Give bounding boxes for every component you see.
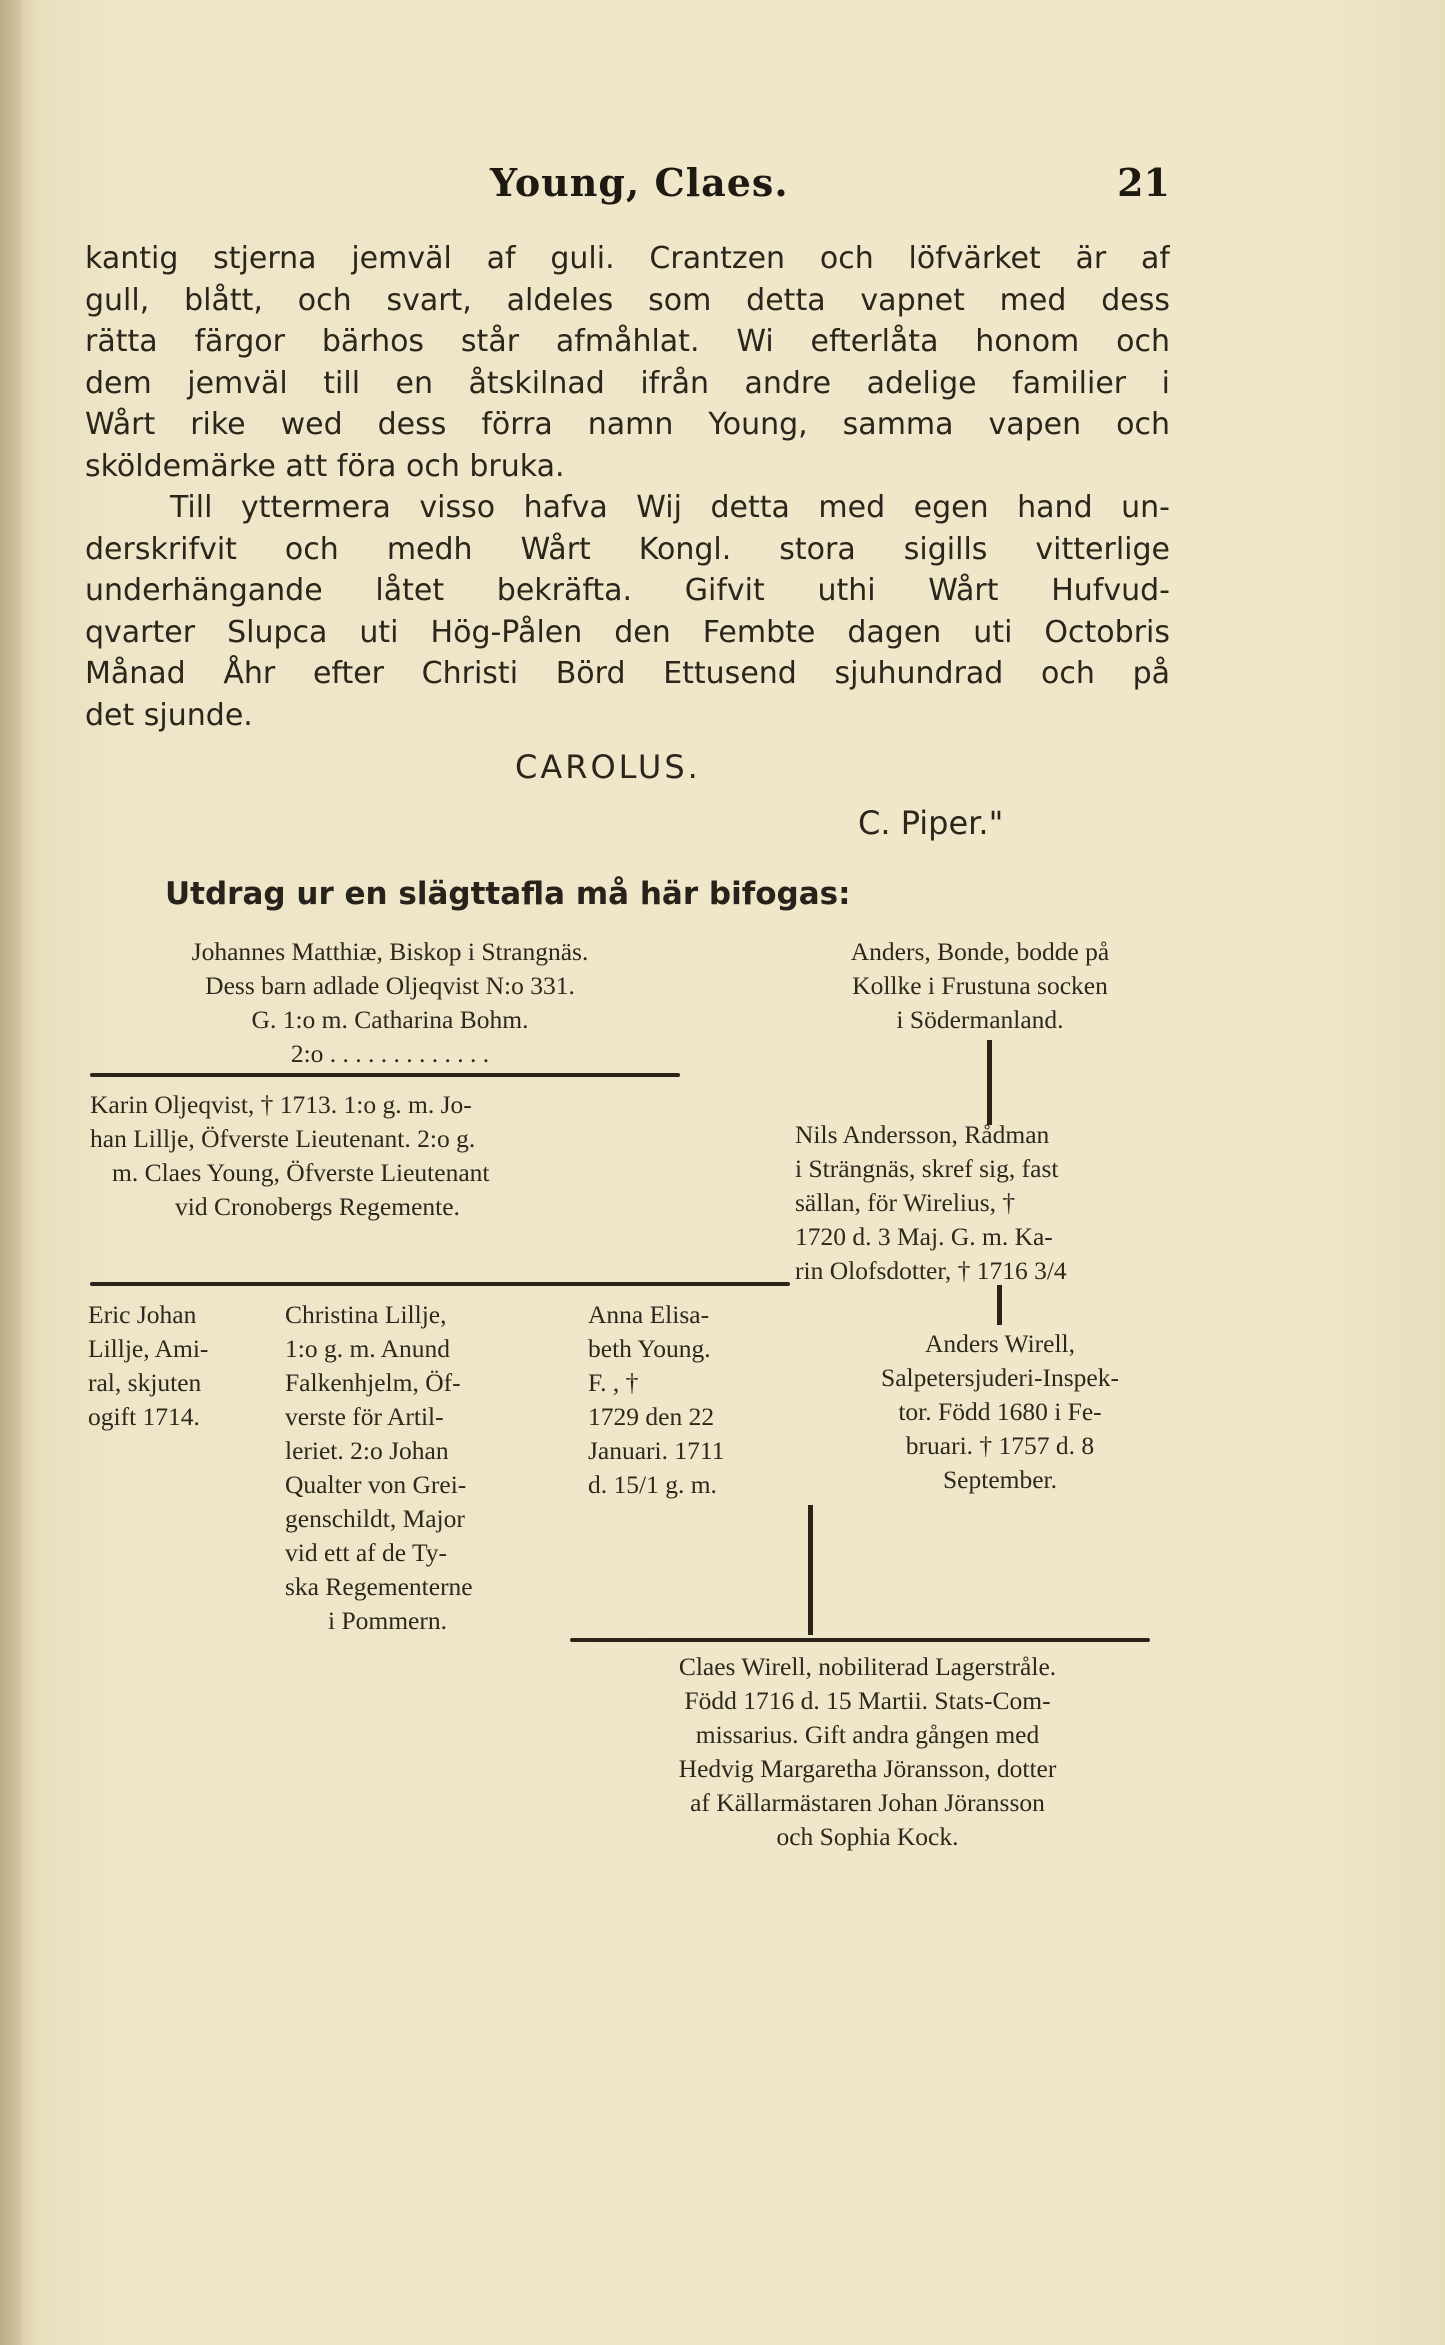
tree-connector-line: [997, 1285, 1002, 1325]
tree-node-line: bruari. † 1757 d. 8: [905, 1431, 1095, 1460]
tree-connector-line: [90, 1282, 790, 1286]
tree-node-line: beth Young.: [588, 1334, 711, 1363]
tree-node-line: Anders, Bonde, bodde på: [850, 937, 1110, 966]
tree-node-line: sällan, för Wirelius, †: [795, 1188, 1016, 1217]
page-header: [90, 160, 1170, 210]
tree-node-claes-wirell: [570, 1650, 1165, 1854]
body-line: derskrifvit och medh Wårt Kongl. stora sigills vitterlige: [85, 531, 1170, 567]
tree-node-christina: [285, 1298, 545, 1638]
signature-piper: C. Piper.": [858, 804, 1004, 842]
tree-node-line: G. 1:o m. Catharina Bohm.: [251, 1005, 529, 1034]
tree-connector-line: [808, 1505, 813, 1635]
tree-node-line: Johannes Matthiæ, Biskop i Strangnäs.: [191, 937, 589, 966]
body-line: Månad Åhr efter Christi Börd Ettusend sjuhundrad och på: [85, 656, 1170, 691]
tree-node-line: F. , †: [588, 1368, 639, 1397]
tree-node-line: 2:o . . . . . . . . . . . . .: [290, 1039, 490, 1068]
page-number: 21: [1117, 160, 1170, 205]
tree-node-line: Eric Johan: [88, 1300, 197, 1329]
tree-node-line: Anna Elisa-: [588, 1300, 710, 1329]
tree-node-line: vid ett af de Ty-: [285, 1538, 448, 1567]
tree-node-line: ogift 1714.: [88, 1402, 200, 1431]
tree-node-eric: [88, 1298, 258, 1434]
tree-node-anna: [588, 1298, 798, 1502]
tree-node-line: Dess barn adlade Oljeqvist N:o 331.: [205, 971, 575, 1000]
tree-node-line: och Sophia Kock.: [776, 1822, 959, 1851]
tree-node-line: Karin Oljeqvist, † 1713. 1:o g. m. Jo-: [90, 1090, 472, 1119]
body-line: kantig stjerna jemväl af guli. Crantzen och löfvärket är af: [85, 241, 1170, 276]
tree-node-line: Falkenhjelm, Öf-: [285, 1368, 461, 1397]
tree-node-line: i Strängnäs, skref sig, fast: [795, 1154, 1059, 1183]
tree-node-line: ral, skjuten: [88, 1368, 202, 1397]
tree-node-line: han Lillje, Öfverste Lieutenant. 2:o g.: [90, 1124, 476, 1153]
body-line: gull, blått, och svart, aldeles som detta vapnet med dess: [85, 282, 1170, 318]
body-line: sköldemärke att föra och bruka.: [85, 448, 565, 484]
tree-node-line: Salpetersjuderi-Inspek-: [881, 1363, 1119, 1392]
body-line: Wårt rike wed dess förra namn Young, samma vapen och: [85, 407, 1170, 442]
tree-node-line: missarius. Gift andra gången med: [695, 1720, 1040, 1749]
tree-node-line: Nils Andersson, Rådman: [795, 1120, 1050, 1149]
page-binding-edge: [0, 0, 22, 2345]
tree-node-line: Januari. 1711: [588, 1436, 725, 1465]
tree-node-line: af Källarmästaren Johan Jöransson: [690, 1788, 1045, 1817]
tree-node-line: Anders Wirell,: [924, 1329, 1076, 1358]
tree-node-line: Lillje, Ami-: [88, 1334, 209, 1363]
tree-connector-line: [570, 1638, 1150, 1642]
signature-carolus: CAROLUS.: [515, 748, 701, 786]
tree-node-line: genschildt, Major: [285, 1504, 465, 1533]
body-line: Till yttermera visso hafva Wij detta med egen hand un-: [170, 490, 1170, 525]
tree-node-line: September.: [942, 1465, 1057, 1494]
tree-node-line: m. Claes Young, Öfverste Lieutenant: [112, 1158, 490, 1187]
tree-connector-line: [987, 1040, 992, 1125]
tree-node-line: Qualter von Grei-: [285, 1470, 467, 1499]
tree-node-line: 1:o g. m. Anund: [285, 1334, 451, 1363]
tree-node-line: Claes Wirell, nobiliterad Lagerstråle.: [678, 1652, 1057, 1681]
tree-node-line: rin Olofsdotter, † 1716 3/4: [795, 1256, 1067, 1285]
tree-node-line: ska Regementerne: [285, 1572, 473, 1601]
tree-node-anders-bonde: [780, 935, 1180, 1037]
body-text: [85, 238, 1170, 736]
body-line: underhängande låtet bekräfta. Gifvit uthi Wårt Hufvud-: [85, 573, 1170, 608]
body-line: dem jemväl till en åtskilnad ifrån andre adelige familier i: [85, 365, 1170, 401]
tree-node-line: Hedvig Margaretha Jöransson, dotter: [678, 1754, 1057, 1783]
tree-node-line: tor. Född 1680 i Fe-: [898, 1397, 1102, 1426]
running-title: Young, Claes.: [490, 160, 789, 205]
body-line: rätta färgor bärhos står afmåhlat. Wi efterlåta honom och: [85, 324, 1170, 359]
tree-node-line: verste för Artil-: [285, 1402, 444, 1431]
tree-node-nils: [795, 1118, 1175, 1288]
tree-node-line: vid Cronobergs Regemente.: [175, 1192, 460, 1221]
tree-node-line: i Södermanland.: [896, 1005, 1064, 1034]
tree-node-line: i Pommern.: [328, 1606, 447, 1635]
tree-node-line: Christina Lillje,: [285, 1300, 447, 1329]
tree-node-johannes: [90, 935, 690, 1071]
tree-node-line: leriet. 2:o Johan: [285, 1436, 449, 1465]
tree-connector-line: [90, 1073, 680, 1077]
tree-node-karin: [90, 1088, 690, 1224]
extract-heading: Utdrag ur en slägttafla må här bifogas:: [165, 876, 851, 912]
tree-node-line: Född 1716 d. 15 Martii. Stats-Com-: [684, 1686, 1051, 1715]
tree-node-line: 1720 d. 3 Maj. G. m. Ka-: [795, 1222, 1053, 1251]
body-line: det sjunde.: [85, 697, 253, 733]
tree-node-anders-wirell: [820, 1327, 1180, 1497]
tree-node-line: Kollke i Frustuna socken: [852, 971, 1108, 1000]
tree-node-line: d. 15/1 g. m.: [588, 1470, 717, 1499]
tree-node-line: 1729 den 22: [588, 1402, 715, 1431]
body-line: qvarter Slupca uti Hög-Pålen den Fembte dagen uti Octobris: [85, 614, 1170, 650]
